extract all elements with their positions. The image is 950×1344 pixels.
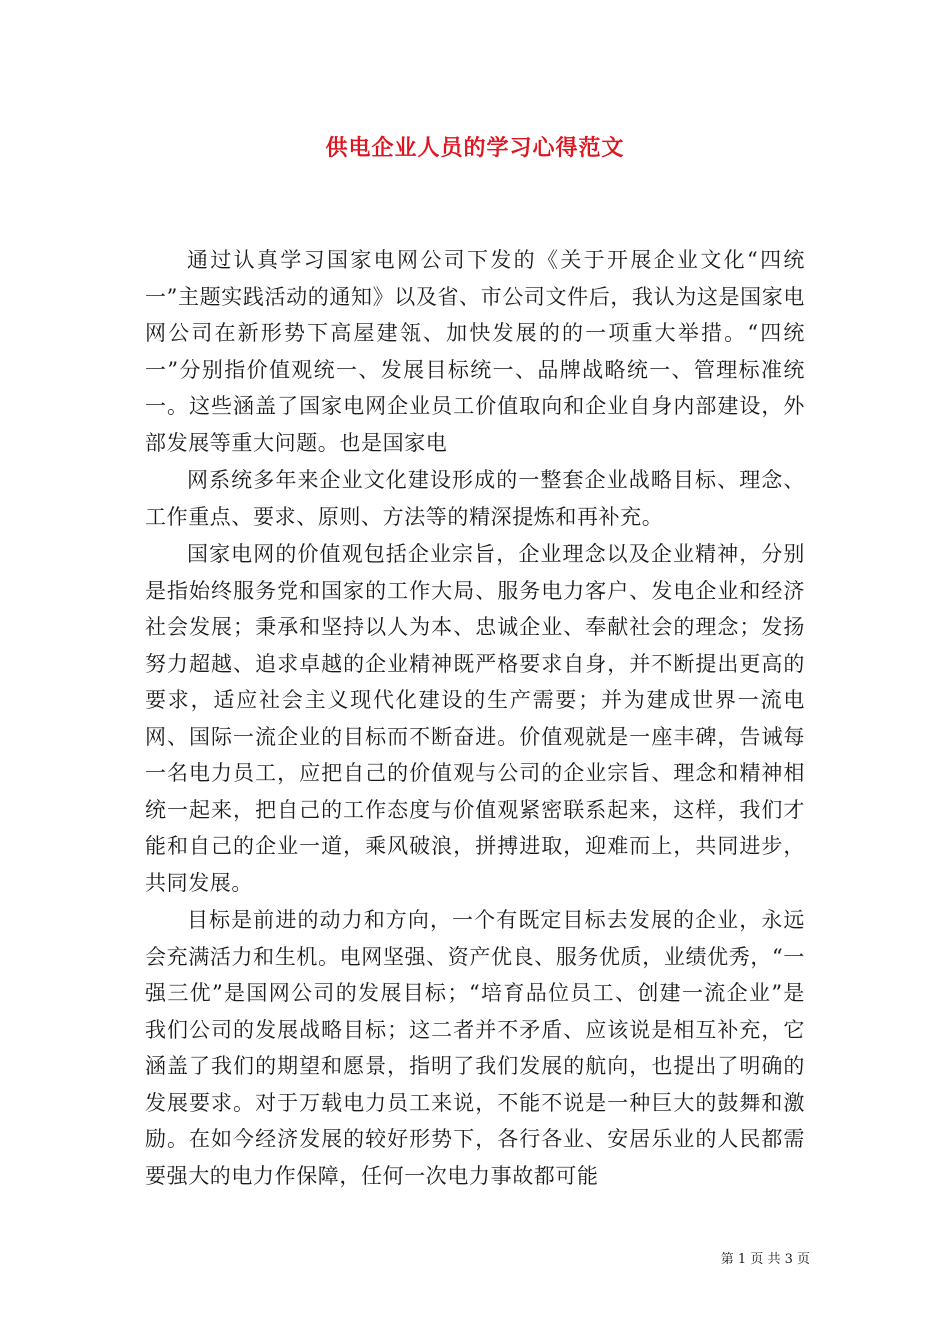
paragraph-2: 网系统多年来企业文化建设形成的一整套企业战略目标、理念、工作重点、要求、原则、方法等的精深提炼和再补充。	[145, 468, 805, 529]
document-body	[145, 242, 805, 1194]
paragraph-4: 目标是前进的动力和方向，一个有既定目标去发展的企业，永远会充满活力和生机。电网坚强、资产优良、服务优质，业绩优秀，“一强三优”是国网公司的发展目标；“培育品位员工、创建一流企业”是我们公司的发展战略目标；这二者并不矛盾、应该说是相互补充，它涵盖了我们的期望和愿景，指明了我们发展的航向，也提出了明确的发展要求。对于万载电力员工来说，不能不说是一种巨大的鼓舞和激励。在如今经济发展的较好形势下，各行各业、安居乐业的人民都需要强大的电力作保障，任何一次电力事故都可能	[145, 908, 805, 1188]
document-title: 供电企业人员的学习心得范文	[325, 135, 625, 161]
paragraph-3: 国家电网的价值观包括企业宗旨，企业理念以及企业精神，分别是指始终服务党和国家的工作大局、服务电力客户、发电企业和经济社会发展；秉承和坚持以人为本、忠诚企业、奉献社会的理念；发扬努力超越、追求卓越的企业精神既严格要求自身，并不断提出更高的要求，适应社会主义现代化建设的生产需要；并为建成世界一流电网、国际一流企业的目标而不断奋进。价值观就是一座丰碑，告诫每一名电力员工，应把自己的价值观与公司的企业宗旨、理念和精神相统一起来，把自己的工作态度与价值观紧密联系起来，这样，我们才能和自己的企业一道，乘风破浪，拼搏进取，迎难而上，共同进步，共同发展。	[145, 542, 805, 895]
paragraph-1: 通过认真学习国家电网公司下发的《关于开展企业文化“四统一”主题实践活动的通知》以及省、市公司文件后，我认为这是国家电网公司在新形势下高屋建瓴、加快发展的的一项重大举措。“四统一”分别指价值观统一、发展目标统一、品牌战略统一、管理标准统一。这些涵盖了国家电网企业员工价值取向和企业自身内部建设，外部发展等重大问题。也是国家电	[145, 248, 805, 455]
page-number-footer: 第 1 页 共 3 页	[720, 1252, 810, 1267]
